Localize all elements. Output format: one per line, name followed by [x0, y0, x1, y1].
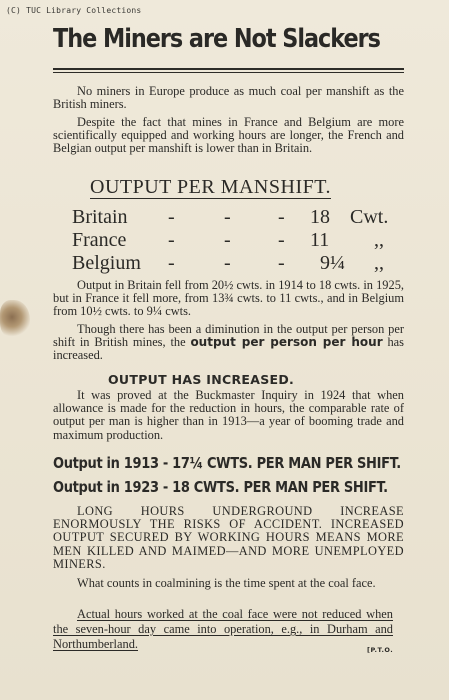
- dash: -: [224, 206, 231, 228]
- output-1923-line: Output in 1923 - 18 CWTS. PER MAN PER SHIFT.: [53, 478, 388, 496]
- output-row-belgium: [72, 252, 392, 274]
- page-title: The Miners are Not Slackers: [53, 24, 380, 54]
- output-value: 11: [310, 229, 330, 251]
- output-unit: Cwt.: [350, 206, 389, 228]
- title-rule-top: [53, 68, 404, 70]
- output-unit: ,,: [374, 252, 384, 274]
- output-per-hour-emphasis: output per person per hour: [190, 335, 383, 350]
- country-name: France: [72, 229, 127, 251]
- copyright-notice: (C) TUC Library Collections: [6, 6, 142, 15]
- output-1913-line: Output in 1913 - 17¼ CWTS. PER MAN PER SHIFT.: [53, 454, 401, 472]
- increase-heading: OUTPUT HAS INCREASED.: [108, 372, 295, 387]
- dash: -: [224, 229, 231, 251]
- paper-stain: [0, 300, 30, 338]
- dash: -: [224, 252, 231, 274]
- output-row-britain: [72, 206, 392, 228]
- dash: -: [278, 206, 285, 228]
- paragraph-what-counts: What counts in coalmining is the time spent at the coal face.: [77, 576, 376, 590]
- output-heading: OUTPUT PER MANSHIFT.: [90, 176, 331, 198]
- country-name: Britain: [72, 206, 128, 228]
- paragraph-output-fell: Output in Britain fell from 20½ cwts. in 1914 to 18 cwts. in 1925, but in France it fell more, from 13¾ cwts. to 11 cwts., and in Belgium from 10½ cwts. to 9¼ cwts.: [53, 278, 404, 319]
- paragraph-long-hours: LONG HOURS UNDERGROUND INCREASE ENORMOUSLY THE RISKS OF ACCIDENT. INCREASED OUTPUT SECURED BY WORKING HOURS MEANS MORE MEN KILLED AND MAIMED—AND MORE UNEMPLOYED MINERS.: [53, 504, 404, 571]
- diminution-text: Though there has been a diminution in the output per person per shift in British mines, the: [53, 322, 404, 350]
- output-unit: ,,: [374, 229, 384, 251]
- dash: -: [278, 252, 285, 274]
- dash: -: [168, 206, 175, 228]
- title-rule-bottom: [53, 72, 404, 73]
- output-value: 18: [310, 206, 330, 228]
- pto-marker: [P.T.O.: [367, 646, 394, 654]
- paragraph-despite: Despite the fact that mines in France and Belgium are more scientifically equipped and working hours are longer, the French and Belgian output per manshift is lower than in Britain.: [53, 115, 404, 156]
- output-row-france: [72, 229, 392, 251]
- output-value: 9¼: [320, 252, 345, 274]
- dash: -: [168, 229, 175, 251]
- paragraph-intro: No miners in Europe produce as much coal per manshift as the British miners.: [53, 84, 404, 112]
- paragraph-buckmaster: It was proved at the Buckmaster Inquiry in 1924 that when allowance is made for the reduction in hours, the comparable rate of output per man is higher than in 1913—a year of booming trade and maximum production.: [53, 388, 404, 442]
- dash: -: [168, 252, 175, 274]
- dash: -: [278, 229, 285, 251]
- paragraph-actual-hours: Actual hours worked at the coal face were not reduced when the seven-hour day came into operation, e.g., in Durham and Northumberland.: [53, 607, 393, 651]
- country-name: Belgium: [72, 252, 141, 274]
- paragraph-diminution: [53, 323, 404, 363]
- diminution-end: has increased.: [53, 335, 404, 363]
